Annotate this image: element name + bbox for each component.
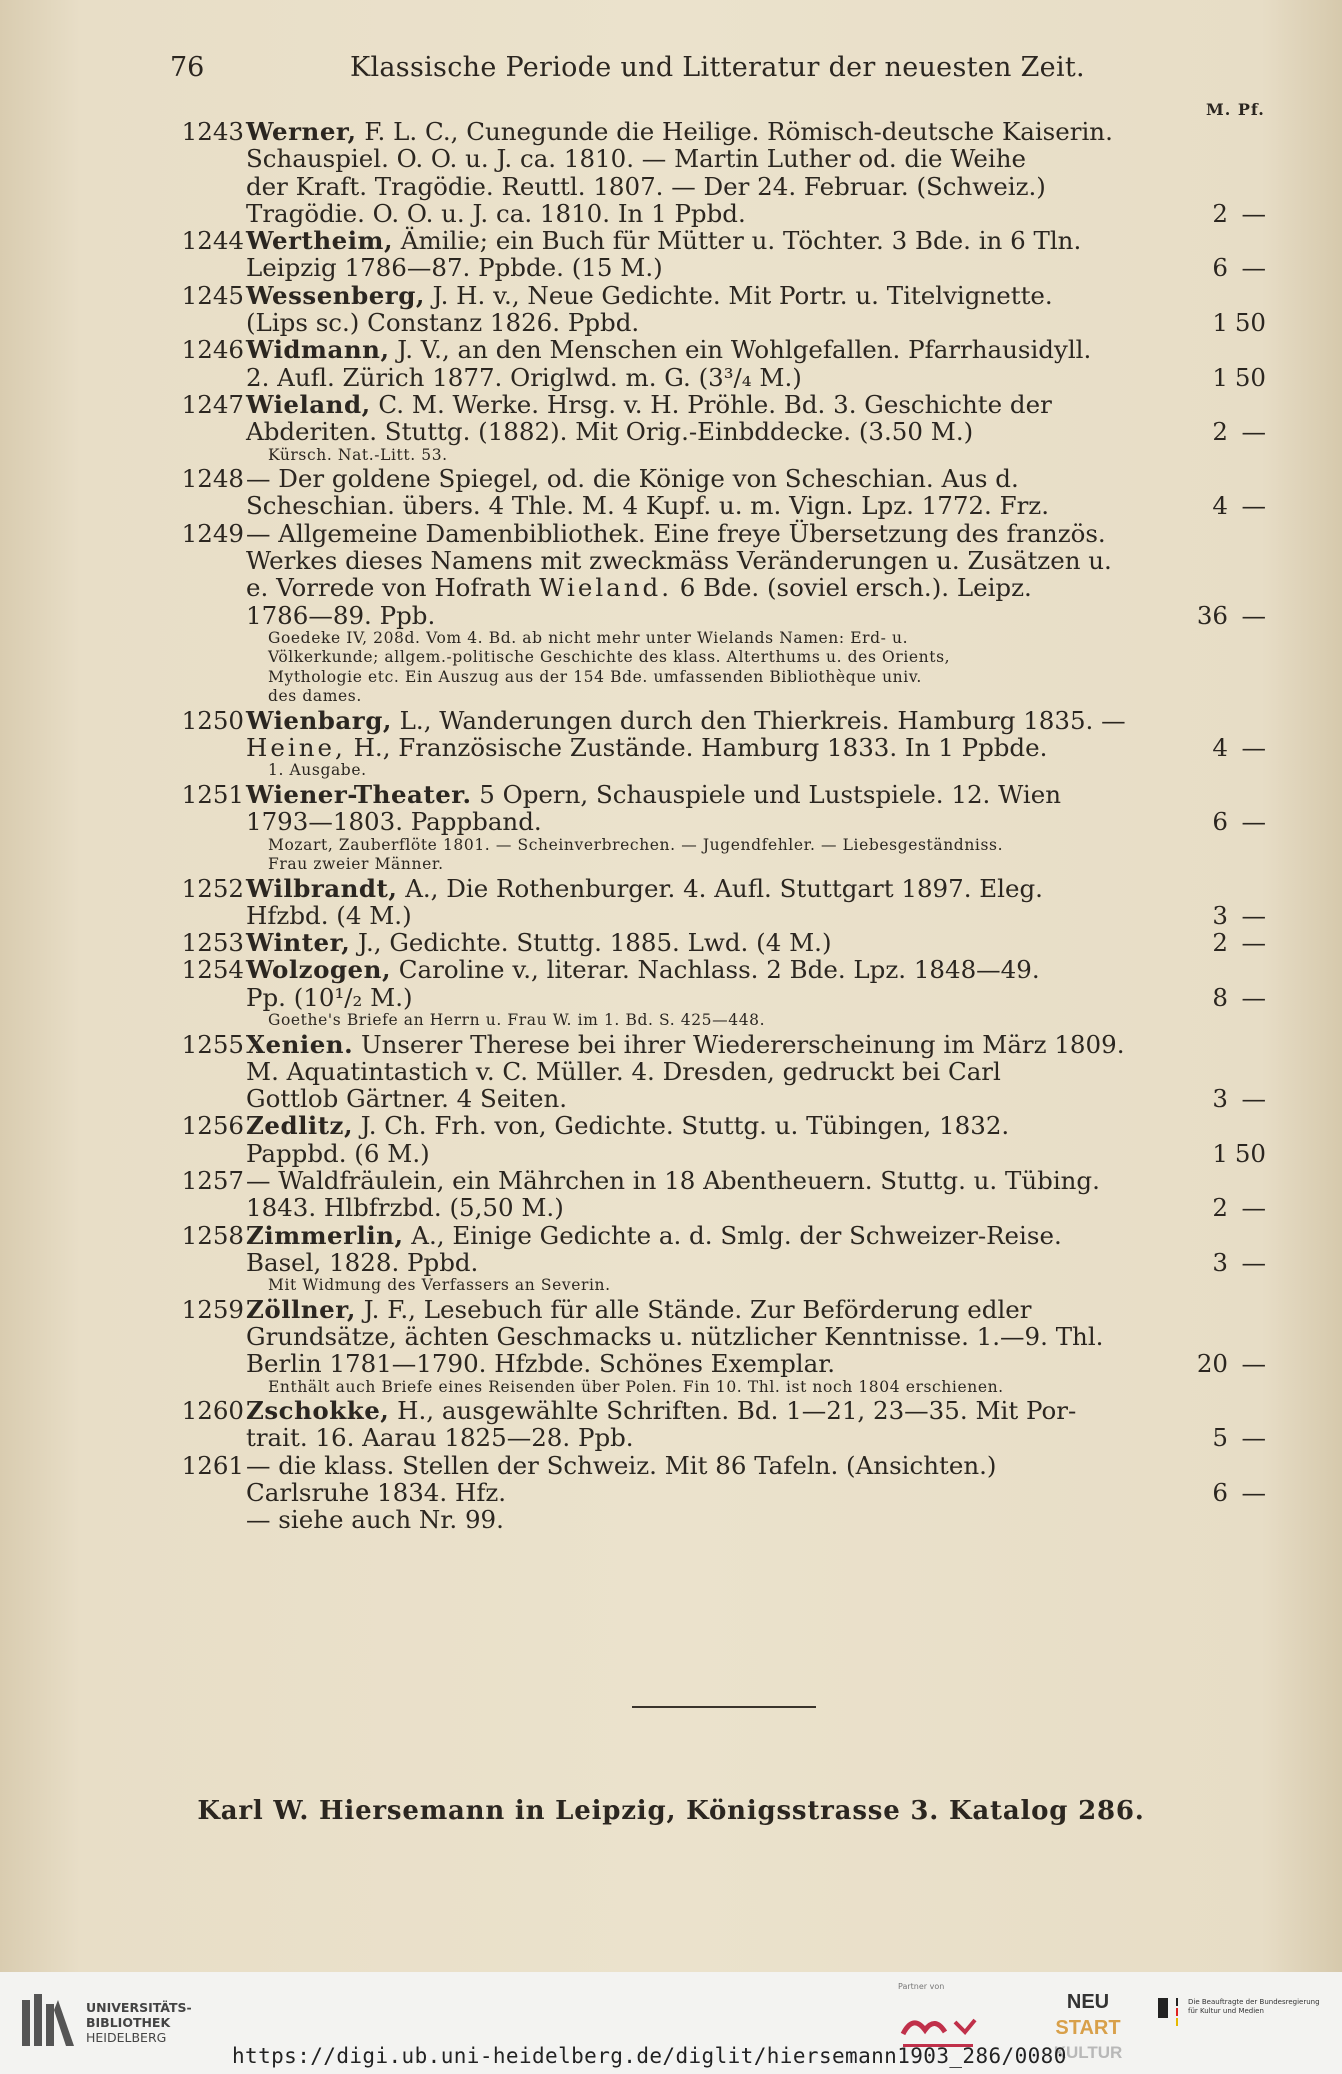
entry-line [0, 336, 1342, 363]
neustart-word-2: START [1055, 2017, 1121, 2039]
entry-text [246, 781, 1061, 808]
catalog-entry [0, 781, 1342, 875]
price-pfennig: — [1241, 417, 1266, 447]
entry-price [1178, 734, 1268, 761]
entry-number: 1250 [181, 705, 244, 735]
entry-text [246, 707, 1126, 734]
note-text: 1. Ausgabe. [268, 761, 367, 780]
entry-description: C. M. Werke. Hrsg. v. H. Pröhle. Bd. 3. Geschichte der [370, 389, 1052, 419]
note-line [0, 629, 1342, 649]
page-header [170, 52, 1270, 92]
entry-line [0, 282, 1342, 309]
entry-line [0, 1350, 1342, 1377]
entry-text [246, 1323, 1103, 1350]
note-text: Völkerkunde; allgem.-politische Geschichte des klass. Alterthums u. des Orients, [268, 648, 951, 667]
entry-number: 1243 [181, 117, 244, 146]
entry-description: der Kraft. Tragödie. Reuttl. 1807. — Der 24. Februar. (Schweiz.) [246, 171, 1046, 201]
entry-line [0, 1424, 1342, 1451]
entry-text [246, 418, 973, 445]
entry-description: Hfzbd. (4 M.) [246, 900, 412, 930]
price-pfennig: — [1241, 807, 1266, 837]
catalog-entry [0, 1296, 1342, 1397]
entry-note [0, 761, 1342, 781]
catalog-entry [0, 1397, 1342, 1452]
entry-line [0, 707, 1342, 734]
entry-text [246, 956, 1040, 983]
note-line [0, 1276, 1342, 1296]
entry-description: Basel, 1828. Ppbd. [246, 1247, 479, 1277]
entry-line [0, 781, 1342, 808]
catalog-entry [0, 520, 1342, 707]
entry-description: — Allgemeine Damenbibliothek. Eine freye Übersetzung des französ. [246, 518, 1106, 548]
entry-text [246, 1249, 478, 1276]
entry-line [0, 875, 1342, 902]
note-text: Mit Widmung des Verfassers an Severin. [268, 1276, 611, 1295]
entry-text [246, 1222, 1062, 1249]
note-line [0, 668, 1342, 688]
entry-price [1178, 902, 1268, 929]
entry-line [0, 547, 1342, 574]
entry-line [0, 1167, 1342, 1194]
entry-number: 1258 [181, 1220, 244, 1250]
entry-line [0, 1452, 1342, 1479]
entry-description: A., Einige Gedichte a. d. Smlg. der Schweizer-Reise. [403, 1220, 1062, 1250]
entry-author: Wienbarg, [246, 705, 392, 735]
entry-text [246, 734, 1047, 761]
entry-text [246, 929, 832, 956]
entry-line [0, 734, 1342, 761]
entry-description: Abderiten. Stuttg. (1882). Mit Orig.-Einbddecke. (3.50 M.) [246, 417, 974, 447]
price-pfennig: — [1241, 1193, 1266, 1223]
entry-description: 2. Aufl. Zürich 1877. Origlwd. m. G. (3³/₄ M.) [246, 362, 802, 392]
entry-author: Zimmerlin, [246, 1220, 404, 1250]
entry-description: Scheschian. übers. 4 Thle. M. 4 Kupf. u. m. Vign. Lpz. 1772. Frz. [246, 491, 1049, 521]
neustart-word-1: NEU [1066, 1991, 1110, 2013]
entry-text [246, 1167, 1100, 1194]
note-line [0, 687, 1342, 707]
entry-text [246, 1085, 567, 1112]
entry-description: Carlsruhe 1834. Hfz. [246, 1477, 507, 1507]
entry-spaced-name: Wieland. [539, 573, 673, 603]
entry-text [246, 984, 413, 1011]
entry-text [246, 1296, 1032, 1323]
entry-description: (Lips sc.) Constanz 1826. Ppbd. [246, 308, 640, 338]
price-pfennig: — [1241, 1084, 1266, 1114]
price-column-header: M. Pf. [1206, 100, 1265, 119]
entry-price [1178, 929, 1268, 956]
price-pfennig: — [1241, 928, 1266, 958]
closing-rule [632, 1706, 816, 1708]
entry-text [246, 309, 639, 336]
entry-description: Caroline v., literar. Nachlass. 2 Bde. Lpz. 1848—49. [390, 955, 1040, 985]
catalog-entry [0, 875, 1342, 930]
price-pfennig: 50 [1234, 362, 1266, 392]
permalink-url[interactable]: https://digi.ub.uni-heidelberg.de/diglit/hiersemann1903_286/0080 [232, 2044, 1067, 2068]
bund-line-1: Die Beauftragte der Bundesregierung [1188, 1998, 1320, 2006]
price-marks: 1 [1212, 1138, 1228, 1168]
entry-description: Schauspiel. O. O. u. J. ca. 1810. — Martin Luther od. die Weihe [246, 144, 1027, 174]
entry-description-cont: 6 Bde. (soviel ersch.). Leipz. [672, 573, 1032, 603]
entry-description: L., Wanderungen durch den Thierkreis. Hamburg 1835. — [391, 705, 1126, 735]
price-marks: 2 [1212, 1193, 1228, 1223]
price-pfennig: — [1241, 982, 1266, 1012]
price-marks: 3 [1212, 1084, 1228, 1114]
entry-number: 1260 [181, 1396, 244, 1426]
entry-description: trait. 16. Aarau 1825—28. Ppb. [246, 1423, 634, 1453]
entry-text [246, 254, 663, 281]
entry-line [0, 492, 1342, 519]
entry-line [0, 902, 1342, 929]
entry-text [246, 173, 1046, 200]
note-text: des dames. [268, 687, 362, 706]
entry-text [246, 227, 1081, 254]
entry-price [1178, 309, 1268, 336]
entry-number: 1251 [181, 779, 244, 809]
university-library-logo[interactable] [18, 1990, 78, 2054]
entry-description: 1793—1803. Pappband. [246, 807, 542, 837]
entry-author: Zedlitz, [246, 1111, 353, 1141]
note-text: Frau zweier Männer. [268, 855, 444, 874]
entry-description: Tragödie. O. O. u. J. ca. 1810. In 1 Ppbd. [246, 198, 746, 228]
entry-note [0, 629, 1342, 707]
entry-description: F. L. C., Cunegunde die Heilige. Römisch-deutsche Kaiserin. [356, 117, 1113, 146]
price-marks: 6 [1212, 253, 1228, 283]
price-marks: 3 [1212, 900, 1228, 930]
note-line [0, 1378, 1342, 1398]
entry-line [0, 808, 1342, 835]
entry-note [0, 1276, 1342, 1296]
ub-line-2: BIBLIOTHEK [86, 2015, 171, 2030]
entry-number: 1259 [181, 1294, 244, 1324]
entry-note [0, 836, 1342, 875]
entry-author: Wiener-Theater. [246, 779, 472, 809]
entry-text [246, 492, 1049, 519]
price-marks: 4 [1212, 491, 1228, 521]
entry-author: Widmann, [246, 335, 390, 365]
entry-description: — Der goldene Spiegel, od. die Könige von Scheschian. Aus d. [246, 464, 1019, 494]
price-pfennig: — [1241, 900, 1266, 930]
catalog-entry [0, 1222, 1342, 1296]
price-marks: 6 [1212, 807, 1228, 837]
entry-author: Werner, [246, 117, 357, 146]
note-text: Mozart, Zauberflöte 1801. — Scheinverbrechen. — Jugendfehler. — Liebesgeständniss. [268, 835, 1004, 854]
entry-line [0, 956, 1342, 983]
entry-text [246, 200, 746, 227]
price-marks: 2 [1212, 198, 1228, 228]
entry-line [0, 309, 1342, 336]
price-pfennig: — [1241, 253, 1266, 283]
bund-line-2: für Kultur und Medien [1188, 2007, 1264, 2015]
entry-price [1178, 984, 1268, 1011]
entry-description: 5 Opern, Schauspiele und Lustspiele. 12. Wien [471, 779, 1061, 809]
entry-line [0, 145, 1342, 172]
entry-text [246, 574, 1032, 601]
entry-text [246, 1506, 504, 1533]
entry-line [0, 1085, 1342, 1112]
entry-text [246, 1350, 835, 1377]
entry-price [1178, 418, 1268, 445]
entry-price [1178, 808, 1268, 835]
entry-number: 1247 [181, 389, 244, 419]
running-title: Klassische Periode und Litteratur der neuesten Zeit. [350, 52, 1085, 83]
entry-line [0, 602, 1342, 629]
entry-description: Gottlob Gärtner. 4 Seiten. [246, 1084, 568, 1114]
price-marks: 2 [1212, 417, 1228, 447]
entry-author: Wilbrandt, [246, 873, 398, 903]
price-pfennig: — [1241, 198, 1266, 228]
price-marks: 3 [1212, 1247, 1228, 1277]
entry-price [1178, 1479, 1268, 1506]
entry-spaced-name: Heine, [246, 733, 346, 763]
entry-text [246, 1031, 1124, 1058]
entry-text [246, 1479, 506, 1506]
entry-description: Ämilie; ein Buch für Mütter u. Töchter. 3 Bde. in 6 Tln. [393, 226, 1082, 256]
entry-author: Winter, [246, 928, 351, 958]
ub-line-1: UNIVERSITÄTS- [86, 2000, 192, 2015]
entry-line [0, 391, 1342, 418]
entry-description: J., Gedichte. Stuttg. 1885. Lwd. (4 M.) [350, 928, 832, 958]
entry-description: M. Aquatintastich v. C. Müller. 4. Dresden, gedruckt bei Carl [246, 1056, 1001, 1086]
catalog-entry [0, 1167, 1342, 1222]
entry-text [246, 391, 1052, 418]
entry-author: Wieland, [246, 389, 371, 419]
entry-description: Pp. (10¹/₂ M.) [246, 982, 413, 1012]
catalog-entry [0, 1452, 1342, 1534]
catalog-entries [0, 118, 1342, 1534]
price-marks: 1 [1212, 308, 1228, 338]
price-marks: 8 [1212, 982, 1228, 1012]
entry-description: J. Ch. Frh. von, Gedichte. Stuttg. u. Tübingen, 1832. [352, 1111, 1010, 1141]
entry-note [0, 1378, 1342, 1398]
note-text: Enthält auch Briefe eines Reisenden über Polen. Fin 10. Thl. ist noch 1804 erschienen. [268, 1377, 1004, 1396]
price-pfennig: — [1241, 491, 1266, 521]
price-pfennig: — [1241, 1477, 1266, 1507]
catalog-entry [0, 391, 1342, 465]
entry-line [0, 520, 1342, 547]
entry-line [0, 984, 1342, 1011]
price-pfennig: — [1241, 1423, 1266, 1453]
entry-line [0, 1296, 1342, 1323]
catalog-entry [0, 929, 1342, 956]
entry-author: Xenien. [246, 1029, 354, 1059]
entry-price [1178, 1194, 1268, 1221]
entry-text [246, 465, 1019, 492]
entry-description: Leipzig 1786—87. Ppbde. (15 M.) [246, 253, 663, 283]
entry-description: J. F., Lesebuch für alle Stände. Zur Beförderung edler [355, 1294, 1032, 1324]
entry-line [0, 1222, 1342, 1249]
entry-text [246, 336, 1091, 363]
entry-line [0, 1058, 1342, 1085]
entry-line [0, 254, 1342, 281]
entry-line [0, 929, 1342, 956]
entry-line [0, 1194, 1342, 1221]
price-marks: 20 [1196, 1349, 1228, 1379]
note-line [0, 1011, 1342, 1031]
entry-line [0, 118, 1342, 145]
entry-description: J. V., an den Menschen ein Wohlgefallen. Pfarrhausidyll. [389, 335, 1092, 365]
note-text: Kürsch. Nat.-Litt. 53. [268, 445, 448, 464]
entry-line [0, 1112, 1342, 1139]
entry-text [246, 520, 1106, 547]
entry-description: — siehe auch Nr. 99. [246, 1505, 504, 1535]
entry-description: Werkes dieses Namens mit zweckmäss Veränderungen u. Zusätzen u. [246, 545, 1112, 575]
catalog-entry [0, 707, 1342, 781]
entry-description: 1843. Hlbfrzbd. (5,50 M.) [246, 1193, 564, 1223]
entry-number: 1249 [181, 518, 244, 548]
price-pfennig: — [1241, 1247, 1266, 1277]
entry-text [246, 1112, 1009, 1139]
entry-note [0, 446, 1342, 466]
price-marks: 1 [1212, 362, 1228, 392]
entry-description: A., Die Rothenburger. 4. Aufl. Stuttgart 1897. Eleg. [397, 873, 1043, 903]
price-marks: 6 [1212, 1477, 1228, 1507]
entry-line [0, 1323, 1342, 1350]
entry-number: 1253 [181, 928, 244, 958]
entry-author: Wolzogen, [246, 955, 391, 985]
entry-line [0, 1506, 1342, 1533]
entry-number: 1252 [181, 873, 244, 903]
note-line [0, 836, 1342, 856]
entry-number: 1245 [181, 280, 244, 310]
price-pfennig: — [1241, 600, 1266, 630]
entry-text [246, 282, 1053, 309]
entry-price [1178, 1249, 1268, 1276]
entry-line [0, 574, 1342, 601]
catalog-entry [0, 956, 1342, 1030]
entry-author: Wertheim, [246, 226, 393, 256]
catalog-entry [0, 1112, 1342, 1167]
entry-line [0, 227, 1342, 254]
catalog-entry [0, 1031, 1342, 1113]
entry-price [1178, 492, 1268, 519]
entry-number: 1254 [181, 955, 244, 985]
entry-price [1178, 1350, 1268, 1377]
entry-text [246, 547, 1112, 574]
entry-description: Grundsätze, ächten Geschmacks u. nützlicher Kenntnisse. 1.—9. Thl. [246, 1321, 1104, 1351]
price-marks: 2 [1212, 928, 1228, 958]
entry-description: — Waldfräulein, ein Mährchen in 18 Abentheuern. Stuttg. u. Tübing. [246, 1166, 1100, 1195]
entry-description: Berlin 1781—1790. Hfzbde. Schönes Exemplar. [246, 1349, 836, 1379]
entry-text [246, 145, 1026, 172]
catalog-entry [0, 227, 1342, 282]
federal-eagle-icon [1156, 1996, 1184, 2036]
entry-author: Wessenberg, [246, 280, 425, 310]
entry-number: 1257 [181, 1166, 244, 1195]
page-number: 76 [170, 52, 205, 83]
price-marks: 36 [1196, 600, 1228, 630]
entry-price [1178, 1140, 1268, 1167]
price-pfennig: — [1241, 1349, 1266, 1379]
entry-text [246, 1194, 564, 1221]
catalog-footer: Karl W. Hiersemann in Leipzig, Königsstrasse 3. Katalog 286. [197, 1796, 1145, 1826]
entry-number: 1246 [181, 335, 244, 365]
entry-line [0, 1397, 1342, 1424]
price-marks: 4 [1212, 733, 1228, 763]
entry-price [1178, 364, 1268, 391]
note-text: Goethe's Briefe an Herrn u. Frau W. im 1. Bd. S. 425—448. [268, 1011, 766, 1030]
catalog-entry [0, 465, 1342, 520]
entry-text [246, 808, 542, 835]
neustart-word-3: KULTUR [1053, 2043, 1123, 2062]
entry-text [246, 364, 802, 391]
entry-description: Unserer Therese bei ihrer Wiedererscheinung im März 1809. [353, 1029, 1125, 1059]
entry-line [0, 418, 1342, 445]
catalog-entry [0, 336, 1342, 391]
entry-line [0, 364, 1342, 391]
entry-note [0, 1011, 1342, 1031]
entry-description: 1786—89. Ppb. [246, 600, 436, 630]
entry-price [1178, 602, 1268, 629]
note-text: Mythologie etc. Ein Auszug aus der 154 Bde. umfassenden Bibliothèque univ. [268, 667, 922, 686]
entry-text [246, 602, 435, 629]
entry-text [246, 1424, 634, 1451]
entry-author: Zöllner, [246, 1294, 356, 1324]
price-pfennig: — [1241, 733, 1266, 763]
note-line [0, 446, 1342, 466]
partner-label: Partner von [898, 1982, 945, 1991]
price-pfennig: 50 [1234, 308, 1266, 338]
entry-line [0, 1249, 1342, 1276]
note-line [0, 648, 1342, 668]
entry-line [0, 1140, 1342, 1167]
entry-text [246, 902, 412, 929]
entry-description: e. Vorrede von Hofrath [246, 573, 540, 603]
price-marks: 5 [1212, 1423, 1228, 1453]
entry-number: 1248 [181, 464, 244, 494]
catalog-entry [0, 282, 1342, 337]
entry-price [1178, 254, 1268, 281]
entry-text [246, 1452, 996, 1479]
university-library-name [86, 2000, 192, 2045]
note-line [0, 761, 1342, 781]
entry-number: 1255 [181, 1029, 244, 1059]
entry-text [246, 1397, 1076, 1424]
entry-number: 1244 [181, 226, 244, 256]
entry-author: Zschokke, [246, 1396, 390, 1426]
entry-line [0, 465, 1342, 492]
entry-price [1178, 1424, 1268, 1451]
entry-number: 1256 [181, 1111, 244, 1141]
catalog-entry [0, 118, 1342, 227]
federal-commissioner-text [1188, 1998, 1320, 2016]
price-pfennig: 50 [1234, 1138, 1266, 1168]
entry-number: 1261 [181, 1450, 244, 1480]
entry-text [246, 118, 1113, 145]
entry-line [0, 1479, 1342, 1506]
entry-price [1178, 200, 1268, 227]
entry-price [1178, 1085, 1268, 1112]
note-line [0, 855, 1342, 875]
entry-line [0, 173, 1342, 200]
note-text: Goedeke IV, 208d. Vom 4. Bd. ab nicht mehr unter Wielands Namen: Erd- u. [268, 628, 909, 647]
ub-line-3: HEIDELBERG [86, 2030, 167, 2045]
entry-text [246, 1140, 430, 1167]
entry-description: J. H. v., Neue Gedichte. Mit Portr. u. Titelvignette. [424, 280, 1053, 310]
entry-description: H., ausgewählte Schriften. Bd. 1—21, 23—35. Mit Por- [389, 1396, 1077, 1426]
entry-description-cont: H., Französische Zustände. Hamburg 1833. In 1 Ppbde. [345, 733, 1048, 763]
entry-description: Pappbd. (6 M.) [246, 1138, 430, 1168]
entry-text [246, 875, 1043, 902]
entry-text [246, 1058, 1001, 1085]
entry-line [0, 200, 1342, 227]
entry-description: — die klass. Stellen der Schweiz. Mit 86 Tafeln. (Ansichten.) [246, 1450, 997, 1480]
entry-line [0, 1031, 1342, 1058]
